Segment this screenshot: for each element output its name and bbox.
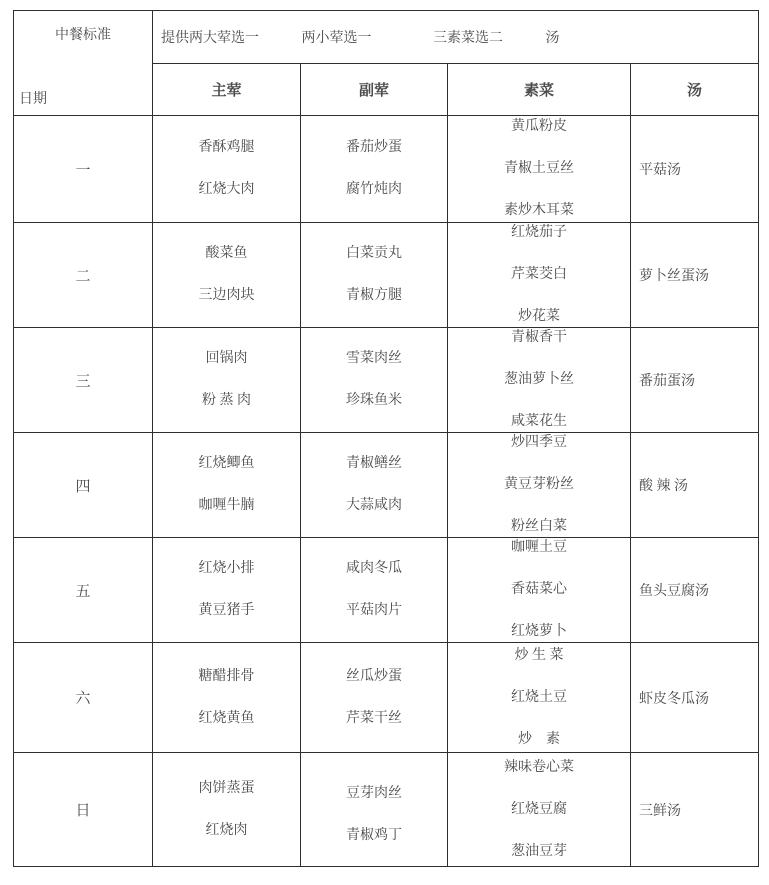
secondary-dishes-cell	[301, 643, 448, 753]
day-cell: 二	[14, 223, 153, 328]
dish-item: 咸肉冬瓜	[346, 561, 402, 576]
dish-item: 肉饼蒸蛋	[198, 780, 255, 796]
corner-cell	[14, 11, 153, 116]
day-cell: 五	[14, 538, 153, 643]
lunch-menu-table	[13, 10, 759, 867]
main-dishes-cell	[153, 433, 301, 538]
table-row-monday	[14, 116, 759, 223]
vegetable-dishes-cell	[448, 328, 631, 433]
dish-item: 素炒木耳菜	[504, 203, 574, 218]
dish-item: 咖喱牛腩	[198, 498, 255, 513]
soup-cell: 番茄蛋汤	[631, 328, 759, 433]
day-cell: 一	[14, 116, 153, 223]
day-cell: 四	[14, 433, 153, 538]
main-dishes-cell	[153, 538, 301, 643]
dish-item: 粉 蒸 肉	[202, 393, 251, 408]
dish-item: 雪菜肉丝	[346, 351, 402, 366]
main-dishes-cell	[153, 116, 301, 223]
vegetable-dishes-cell	[448, 753, 631, 867]
dish-item: 红烧鲫鱼	[198, 456, 255, 471]
dish-item: 炒四季豆	[511, 435, 567, 450]
dish-item: 葱油豆芽	[511, 843, 567, 859]
dish-item: 大蒜咸肉	[346, 498, 402, 513]
day-cell: 三	[14, 328, 153, 433]
vegetable-dishes-cell	[448, 433, 631, 538]
dish-item: 红烧黄鱼	[198, 710, 255, 726]
vegetable-dishes-cell	[448, 223, 631, 328]
dish-item: 黄豆芽粉丝	[504, 477, 574, 492]
dish-item: 平菇肉片	[346, 603, 402, 618]
main-dishes-cell	[153, 643, 301, 753]
rule-secondary-dish: 两小荤选一	[301, 31, 372, 46]
column-header-vegetables: 素菜	[448, 64, 631, 116]
dish-item: 咸菜花生	[511, 414, 567, 429]
column-header-main: 主荤	[153, 64, 301, 116]
secondary-dishes-cell	[301, 433, 448, 538]
dish-item: 红烧茄子	[511, 225, 567, 240]
dish-item: 红烧豆腐	[511, 801, 567, 817]
soup-cell: 酸 辣 汤	[631, 433, 759, 538]
dish-item: 糖醋排骨	[198, 668, 255, 684]
soup-cell: 三鲜汤	[631, 753, 759, 867]
dish-item: 咖喱土豆	[511, 540, 567, 555]
dish-item: 青椒鳝丝	[346, 456, 402, 471]
table-row-thursday	[14, 433, 759, 538]
dish-item: 白菜贡丸	[346, 246, 402, 261]
day-cell: 日	[14, 753, 153, 867]
main-dishes-cell	[153, 328, 301, 433]
dish-item: 酸菜鱼	[205, 246, 248, 261]
secondary-dishes-cell	[301, 538, 448, 643]
vegetable-dishes-cell	[448, 643, 631, 753]
table-row-friday	[14, 538, 759, 643]
soup-cell: 萝卜丝蛋汤	[631, 223, 759, 328]
soup-cell: 平菇汤	[631, 116, 759, 223]
table-row-tuesday	[14, 223, 759, 328]
dish-item: 红烧萝卜	[511, 624, 567, 639]
dish-item: 番茄炒蛋	[346, 140, 402, 155]
main-dishes-cell	[153, 753, 301, 867]
dish-item: 红烧肉	[205, 822, 248, 838]
secondary-dishes-cell	[301, 116, 448, 223]
date-label: 日期	[19, 92, 47, 107]
soup-cell: 鱼头豆腐汤	[631, 538, 759, 643]
column-header-secondary: 副荤	[301, 64, 448, 116]
dish-item: 回锅肉	[205, 351, 248, 366]
secondary-dishes-cell	[301, 223, 448, 328]
rule-vegetable-dish: 三素菜选二	[433, 31, 503, 46]
dish-item: 香菇菜心	[511, 582, 567, 597]
dish-item: 丝瓜炒蛋	[346, 668, 402, 684]
dish-item: 豆芽肉丝	[346, 785, 402, 801]
dish-item: 香酥鸡腿	[198, 140, 255, 155]
dish-item: 粉丝白菜	[511, 519, 567, 534]
dish-item: 青椒鸡丁	[346, 827, 402, 843]
rule-main-dish: 提供两大荤选一	[161, 31, 259, 46]
day-cell: 六	[14, 643, 153, 753]
vegetable-dishes-cell	[448, 538, 631, 643]
secondary-dishes-cell	[301, 753, 448, 867]
table-row-sunday	[14, 753, 759, 867]
rule-soup: 汤	[545, 31, 560, 46]
selection-rules-cell	[153, 11, 759, 64]
column-header-soup: 汤	[631, 64, 759, 116]
dish-item: 炒 素	[518, 731, 560, 747]
dish-item: 红烧大肉	[198, 182, 255, 197]
dish-item: 芹菜干丝	[346, 710, 402, 726]
dish-item: 芹菜茭白	[511, 267, 567, 282]
header-row-rules	[14, 11, 759, 64]
dish-item: 腐竹炖肉	[346, 182, 402, 197]
dish-item: 青椒方腿	[346, 288, 402, 303]
dish-item: 辣味卷心菜	[504, 759, 574, 775]
dish-item: 炒花菜	[518, 309, 560, 324]
dish-item: 红烧土豆	[511, 689, 567, 705]
dish-item: 红烧小排	[198, 561, 255, 576]
dish-item: 炒 生 菜	[514, 647, 564, 663]
soup-cell: 虾皮冬瓜汤	[631, 643, 759, 753]
main-dishes-cell	[153, 223, 301, 328]
dish-item: 青椒土豆丝	[504, 161, 574, 176]
dish-item: 葱油萝卜丝	[504, 372, 574, 387]
meal-standard-label: 中餐标准	[55, 28, 111, 43]
dish-item: 三边肉块	[198, 288, 255, 303]
table-row-wednesday	[14, 328, 759, 433]
table-row-saturday	[14, 643, 759, 753]
dish-item: 珍珠鱼米	[346, 393, 402, 408]
vegetable-dishes-cell	[448, 116, 631, 223]
dish-item: 黄瓜粉皮	[511, 119, 567, 134]
dish-item: 青椒香干	[511, 330, 567, 345]
secondary-dishes-cell	[301, 328, 448, 433]
dish-item: 黄豆猪手	[198, 603, 255, 618]
